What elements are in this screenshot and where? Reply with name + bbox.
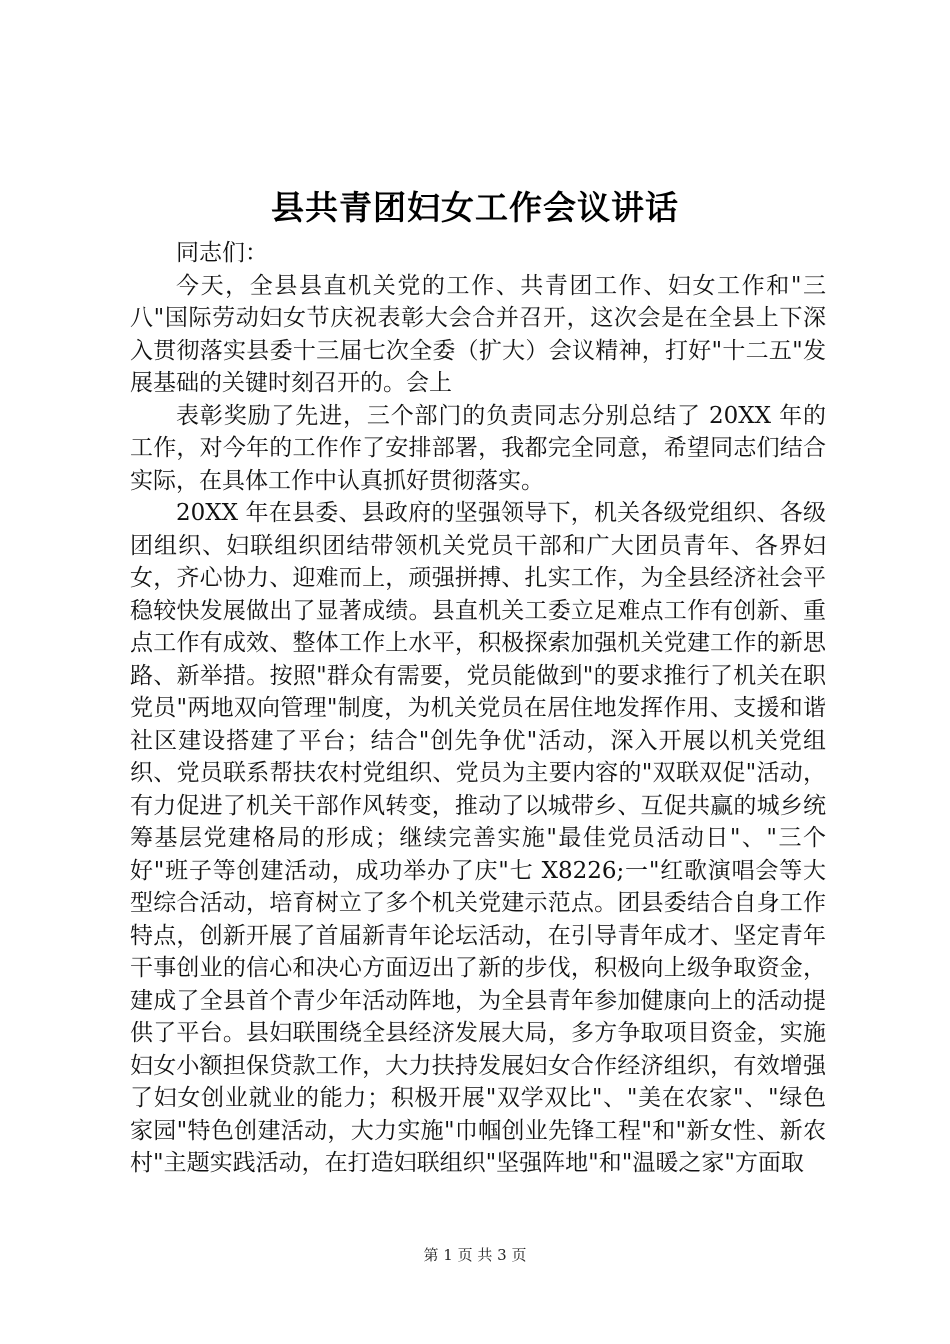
paragraph-1: 今天，全县县直机关党的工作、共青团工作、妇女工作和"三八"国际劳动妇女节庆祝表彰大会合并召开，这次会是在全县上下深入贯彻落实县委十三届七次全委（扩大）会议精神，打好"十二五"发展基础的关键时刻召开的。会上 (130, 272, 826, 396)
salutation: 同志们： (176, 240, 268, 266)
page-indicator: 第 1 页 共 3 页 (423, 1246, 527, 1264)
document-body (130, 237, 826, 1180)
document-title: 县共青团妇女工作会议讲话 (271, 188, 679, 227)
paragraph-3: 20XX 年在县委、县政府的坚强领导下，机关各级党组织、各级团组织、妇联组织团结带领机关党员干部和广大团员青年、各界妇女，齐心协力、迎难而上，顽强拼搏、扎实工作，为全县经济社会平稳较快发展做出了显著成绩。县直机关工委立足难点工作有创新、重点工作有成效、整体工作上水平，积极探索加强机关党建工作的新思路、新举措。按照"群众有需要，党员能做到"的要求推行了机关在职党员"两地双向管理"制度，为机关党员在居住地发挥作用、支援和谐社区建设搭建了平台；结合"创先争优"活动，深入开展以机关党组织、党员联系帮扶农村党组织、党员为主要内容的"双联双促"活动，有力促进了机关干部作风转变，推动了以城带乡、互促共赢的城乡统筹基层党建格局的形成；继续完善实施"最佳党员活动日"、"三个好"班子等创建活动，成功举办了庆"七 X8226;一"红歌演唱会等大型综合活动，培育树立了多个机关党建示范点。团县委结合自身工作特点，创新开展了首届新青年论坛活动，在引导青年成才、坚定青年干事创业的信心和决心方面迈出了新的步伐，积极向上级争取资金，建成了全县首个青少年活动阵地，为全县青年参加健康向上的活动提供了平台。县妇联围绕全县经济发展大局，多方争取项目资金，实施妇女小额担保贷款工作，大力扶持发展妇女合作经济组织，有效增强了妇女创业就业的能力；积极开展"双学双比"、"美在农家"、"绿色家园"特色创建活动，大力实施"巾帼创业先锋工程"和"新女性、新农村"主题实践活动，在打造妇联组织"坚强阵地"和"温暖之家"方面取 (130, 500, 826, 1176)
paragraph-2: 表彰奖励了先进，三个部门的负责同志分别总结了 20XX 年的工作，对今年的工作作了安排部署，我都完全同意，希望同志们结合实际，在具体工作中认真抓好贯彻落实。 (130, 402, 826, 494)
